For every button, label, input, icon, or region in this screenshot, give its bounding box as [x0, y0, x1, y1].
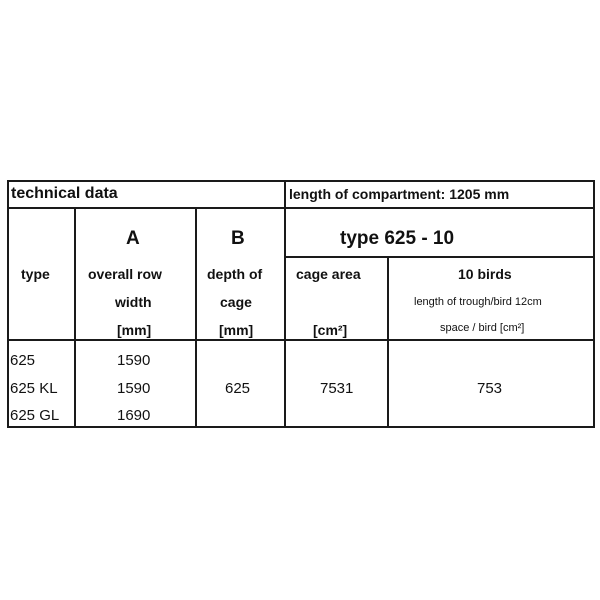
group-title: type 625 - 10 — [340, 228, 455, 249]
border-left — [7, 180, 9, 428]
depth-value: 625 — [225, 380, 251, 397]
technical-data-label: technical data — [11, 185, 118, 202]
col-a-line2: width — [115, 294, 152, 310]
border-right — [593, 180, 595, 428]
cage-area-value: 7531 — [320, 380, 354, 397]
col-a-line1: overall row — [88, 266, 162, 282]
col-cage-area-unit: [cm²] — [313, 322, 348, 338]
col-cage-area-header: cage area — [296, 266, 361, 282]
technical-data-table — [7, 180, 595, 428]
col-a-unit: [mm] — [117, 322, 152, 338]
row-3-width: 1690 — [117, 407, 151, 424]
space-per-bird-value: 753 — [477, 380, 503, 397]
compartment-length-label: length of compartment: 1205 mm — [289, 186, 510, 202]
col-birds-header: 10 birds — [458, 266, 512, 282]
col-trough-note: length of trough/bird 12cm — [414, 296, 542, 308]
col-b-line1: depth of — [207, 266, 263, 282]
group-divider — [284, 256, 595, 258]
row-3-type: 625 GL — [10, 407, 60, 424]
row-1-width: 1590 — [117, 352, 151, 369]
col-divider-3 — [284, 180, 286, 428]
col-a-letter: A — [126, 228, 140, 249]
body-divider — [7, 339, 595, 341]
col-b-letter: B — [231, 228, 245, 249]
border-top — [7, 180, 595, 182]
row-2-width: 1590 — [117, 380, 151, 397]
col-divider-4 — [387, 256, 389, 428]
row-2-type: 625 KL — [10, 380, 58, 397]
col-divider-1 — [74, 207, 76, 428]
border-bottom — [7, 426, 595, 428]
col-space-note: space / bird [cm²] — [440, 322, 525, 334]
row-1-type: 625 — [10, 352, 36, 369]
col-b-line2: cage — [220, 294, 252, 310]
col-b-unit: [mm] — [219, 322, 254, 338]
header-divider — [7, 207, 595, 209]
col-type-header: type — [21, 266, 50, 282]
col-divider-2 — [195, 207, 197, 428]
